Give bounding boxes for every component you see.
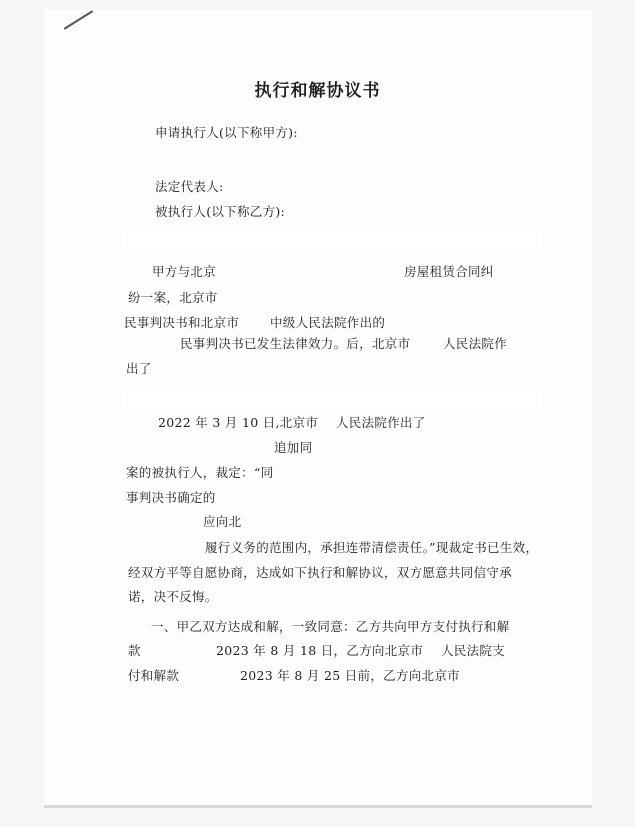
paragraph-line: 追加同 bbox=[274, 440, 313, 455]
paragraph-line: 人民法院支 bbox=[441, 643, 506, 658]
paragraph-line: 案的被执行人，裁定：“同 bbox=[126, 465, 274, 480]
paragraph-line: 房屋租赁合同纠 bbox=[404, 264, 494, 279]
paragraph-line: 中级人民法院作出的 bbox=[270, 315, 386, 330]
applicant-line: 申请执行人(以下称甲方): bbox=[155, 125, 298, 140]
paragraph-line: 经双方平等自愿协商，达成如下执行和解协议，双方愿意共同信守承 bbox=[128, 565, 513, 580]
paragraph-line: 民事判决书和北京市 bbox=[124, 315, 240, 330]
paragraph-line: 出了 bbox=[126, 361, 152, 376]
redaction-block bbox=[122, 226, 542, 252]
paragraph-line: 付和解款 bbox=[128, 668, 180, 683]
paragraph-line: 人民法院作 bbox=[443, 336, 508, 351]
document-title: 执行和解协议书 bbox=[254, 81, 381, 101]
paragraph-line: 2023 年 8 月 25 日前，乙方向北京市 bbox=[240, 668, 460, 683]
paragraph-line: 2022 年 3 月 10 日,北京市 bbox=[158, 415, 319, 430]
paragraph-line: 履行义务的范围内，承担连带清偿责任。”现裁定书已生效， bbox=[205, 540, 539, 555]
paragraph-line: 甲方与北京 bbox=[152, 264, 217, 279]
redaction-block bbox=[122, 390, 542, 410]
paragraph-line: 事判决书确定的 bbox=[126, 490, 216, 505]
paragraph-line: 一、甲乙双方达成和解，一致同意：乙方共向甲方支付执行和解 bbox=[151, 619, 510, 634]
paragraph-line: 应向北 bbox=[203, 514, 242, 529]
paragraph-line: 人民法院作出了 bbox=[336, 415, 426, 430]
paper-edge bbox=[44, 805, 592, 808]
paragraph-line: 民事判决书已发生法律效力。后，北京市 bbox=[180, 336, 411, 351]
paragraph-line: 2023 年 8 月 18 日，乙方向北京市 bbox=[216, 643, 424, 658]
respondent-line: 被执行人(以下称乙方): bbox=[155, 204, 286, 219]
paragraph-line: 款 bbox=[128, 643, 141, 658]
paragraph-line: 诺，决不反悔。 bbox=[128, 589, 218, 604]
paragraph-line: 纷一案，北京市 bbox=[128, 290, 218, 305]
legal-representative-line: 法定代表人: bbox=[155, 179, 224, 194]
